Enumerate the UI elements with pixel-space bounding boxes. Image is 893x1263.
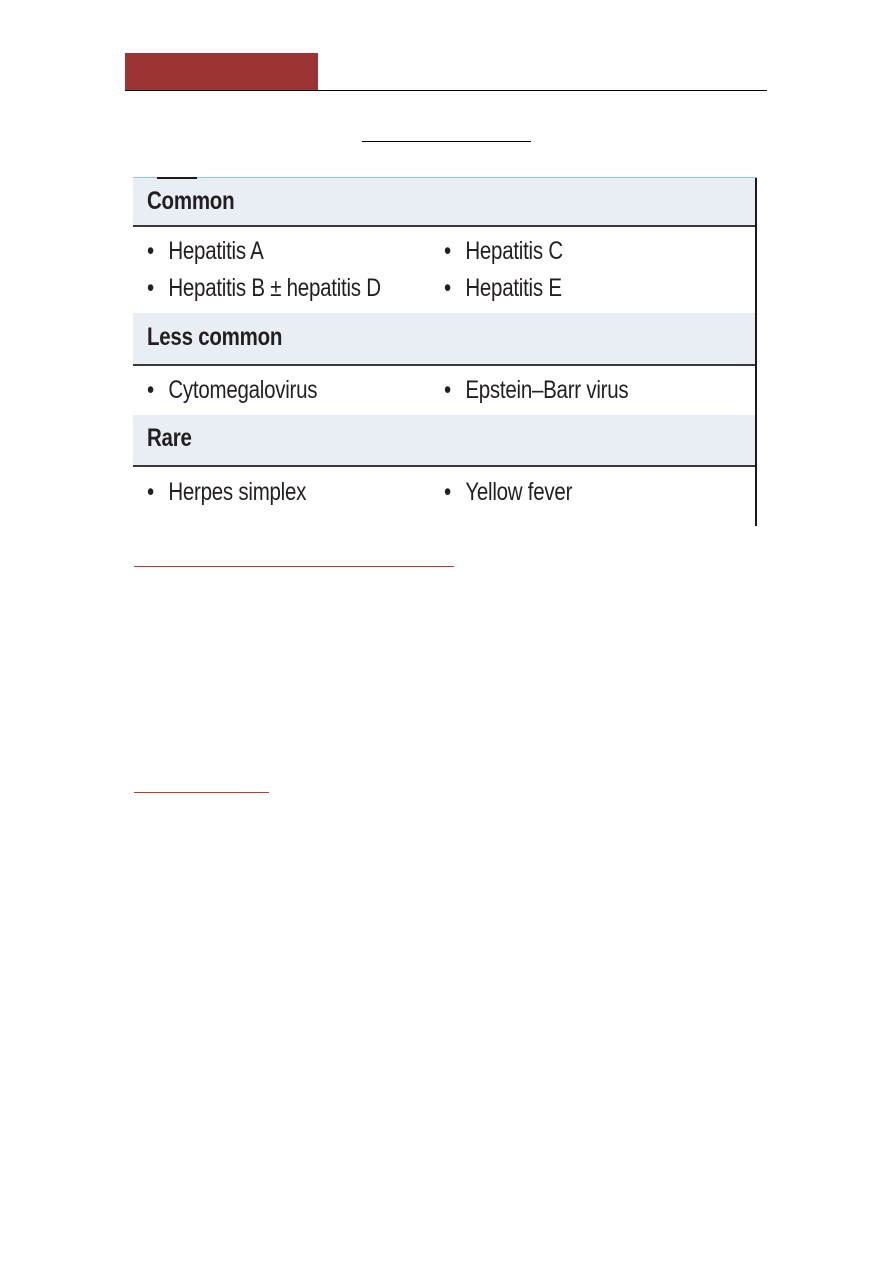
section-heading: Common bbox=[147, 187, 235, 215]
bullet-icon: • bbox=[147, 237, 154, 265]
item-label: Herpes simplex bbox=[168, 478, 307, 506]
list-item bbox=[147, 237, 264, 266]
item-label: Yellow fever bbox=[465, 478, 573, 506]
bullet-icon: • bbox=[444, 376, 451, 404]
list-item bbox=[444, 478, 572, 507]
bullet-icon: • bbox=[147, 274, 154, 302]
item-label: Hepatitis E bbox=[465, 274, 562, 302]
item-label: Cytomegalovirus bbox=[168, 376, 318, 404]
table-top-mark bbox=[157, 177, 197, 179]
title-underline bbox=[362, 141, 531, 142]
item-label: Epstein–Barr virus bbox=[465, 376, 629, 404]
section-heading: Rare bbox=[147, 424, 192, 452]
red-underline-rule bbox=[134, 566, 454, 567]
bullet-icon: • bbox=[444, 237, 451, 265]
bullet-icon: • bbox=[444, 274, 451, 302]
section-heading: Less common bbox=[147, 323, 283, 351]
list-item bbox=[147, 478, 306, 507]
list-item bbox=[444, 237, 563, 266]
virus-causes-table bbox=[133, 177, 757, 526]
list-item bbox=[147, 376, 317, 405]
bullet-icon: • bbox=[147, 478, 154, 506]
bullet-icon: • bbox=[147, 376, 154, 404]
table-top-rule bbox=[133, 177, 757, 178]
header-color-tab bbox=[125, 53, 318, 91]
red-underline-rule bbox=[134, 792, 269, 793]
item-label: Hepatitis C bbox=[465, 237, 563, 265]
list-item bbox=[147, 274, 381, 303]
list-item bbox=[444, 274, 562, 303]
header-rule bbox=[125, 90, 767, 91]
item-label: Hepatitis A bbox=[168, 237, 264, 265]
section-header-less-common bbox=[133, 313, 755, 366]
bullet-icon: • bbox=[444, 478, 451, 506]
item-label: Hepatitis B ± hepatitis D bbox=[168, 274, 381, 302]
list-item bbox=[444, 376, 628, 405]
section-header-rare bbox=[133, 415, 755, 467]
section-header-common bbox=[133, 177, 755, 227]
